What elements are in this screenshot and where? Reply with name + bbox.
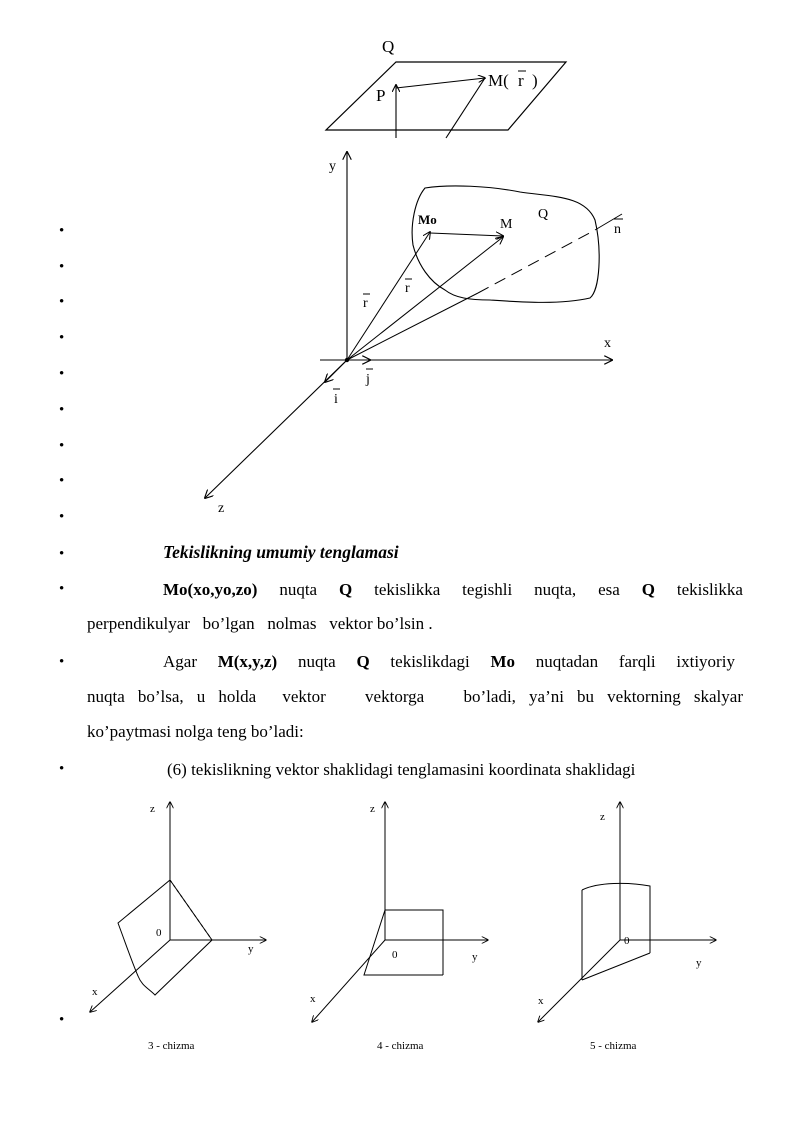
word: Q — [356, 652, 370, 671]
label-mo: Mo — [418, 212, 437, 227]
bullet: • — [59, 509, 65, 525]
bullet: • — [59, 402, 65, 418]
figure-5 — [528, 790, 798, 1060]
figure-coordinate-system — [0, 140, 800, 520]
label-p: P — [376, 86, 386, 105]
word: Agar — [163, 652, 197, 671]
paragraph-2-line-3: ko’paytmasi nolga teng bo’ladi: — [87, 722, 304, 741]
word: Q — [339, 580, 353, 599]
label-close: ) — [532, 71, 538, 90]
plane-edge — [385, 910, 443, 975]
label-r1: r — [363, 296, 368, 311]
unit-i — [325, 360, 347, 382]
vector-mo-m — [430, 233, 503, 236]
label-y: y — [248, 943, 254, 955]
word: tegishli — [462, 580, 513, 599]
label-q-surface: Q — [538, 207, 549, 222]
label-n: n — [614, 222, 621, 237]
figure-plane-q — [0, 0, 800, 150]
label-origin: 0 — [156, 927, 162, 939]
word: tekislikka — [676, 580, 743, 599]
plane-q-outline — [326, 62, 566, 130]
word: ixtiyoriy — [676, 652, 735, 671]
word: nuqta — [279, 580, 318, 599]
cylinder-edge — [582, 883, 650, 953]
label-m-point: M — [500, 217, 513, 232]
paragraph-2-line-1 — [163, 647, 735, 677]
bullet: • — [59, 473, 65, 489]
vector-r-m — [347, 237, 503, 360]
word: tekislikdagi — [390, 652, 470, 671]
axis-x — [312, 940, 385, 1022]
label-z: z — [218, 501, 225, 516]
bullet: • — [59, 438, 65, 454]
plane-section — [118, 880, 212, 995]
normal-line-dashed — [478, 230, 595, 293]
label-y: y — [472, 951, 478, 963]
surface-q — [412, 186, 599, 302]
line-to-m — [446, 78, 485, 138]
plane-edge — [364, 910, 443, 975]
label-origin: 0 — [624, 935, 630, 947]
word: tekislikka — [374, 580, 441, 599]
word: nuqta, — [534, 580, 577, 599]
label-x: x — [310, 993, 316, 1005]
caption-5: 5 - chizma — [590, 1040, 637, 1052]
label-origin: 0 — [392, 949, 398, 961]
axis-x — [538, 940, 620, 1022]
origin-dot — [345, 358, 349, 362]
bullet: • — [59, 330, 65, 346]
word: M(x,y,z) — [217, 652, 278, 671]
paragraph-2-line-2: nuqta bo’lsa, u holda vektor vektorga bo’ladi, ya’ni bu vektorning skalyar — [87, 687, 743, 706]
bullet: • — [59, 654, 65, 670]
paragraph-1-line-1 — [163, 575, 743, 605]
label-z: z — [370, 803, 375, 815]
bullet: • — [59, 1012, 65, 1028]
word: nuqta — [297, 652, 336, 671]
bullet: • — [59, 761, 65, 777]
caption-4: 4 - chizma — [377, 1040, 424, 1052]
axis-x — [90, 940, 170, 1012]
label-j: j — [366, 372, 370, 387]
paragraph-3-line-1: (6) tekislikning vektor shaklidagi tenglamasini koordinata shaklidagi — [167, 760, 636, 779]
bullet: • — [59, 546, 65, 562]
label-x: x — [604, 336, 611, 351]
caption-3: 3 - chizma — [148, 1040, 195, 1052]
word: Mo — [490, 652, 516, 671]
bullet: • — [59, 294, 65, 310]
word: esa — [598, 580, 620, 599]
label-m: M( — [488, 71, 509, 90]
vector-r-mo — [347, 232, 430, 360]
paragraph-1-line-2: perpendikulyar bo’lgan nolmas vektor bo’lsin . — [87, 614, 433, 633]
word: nuqtadan — [535, 652, 599, 671]
section-heading: Tekislikning umumiy tenglamasi — [163, 542, 399, 562]
word: Mo(xo,yo,zo) — [163, 580, 258, 599]
word: farqli — [618, 652, 656, 671]
label-y: y — [329, 159, 336, 174]
label-x: x — [538, 995, 544, 1007]
label-x: x — [92, 986, 98, 998]
bullet: • — [59, 259, 65, 275]
bullet: • — [59, 581, 65, 597]
bullet: • — [59, 366, 65, 382]
vector-p-m — [396, 78, 485, 88]
label-r: r — [518, 71, 524, 90]
cylinder-base — [582, 953, 650, 980]
label-z: z — [600, 811, 605, 823]
word: Q — [641, 580, 655, 599]
label-y: y — [696, 957, 702, 969]
label-r2: r — [405, 281, 410, 296]
label-z: z — [150, 803, 155, 815]
label-q: Q — [382, 37, 395, 56]
label-i: i — [334, 392, 338, 407]
bullet: • — [59, 223, 65, 239]
